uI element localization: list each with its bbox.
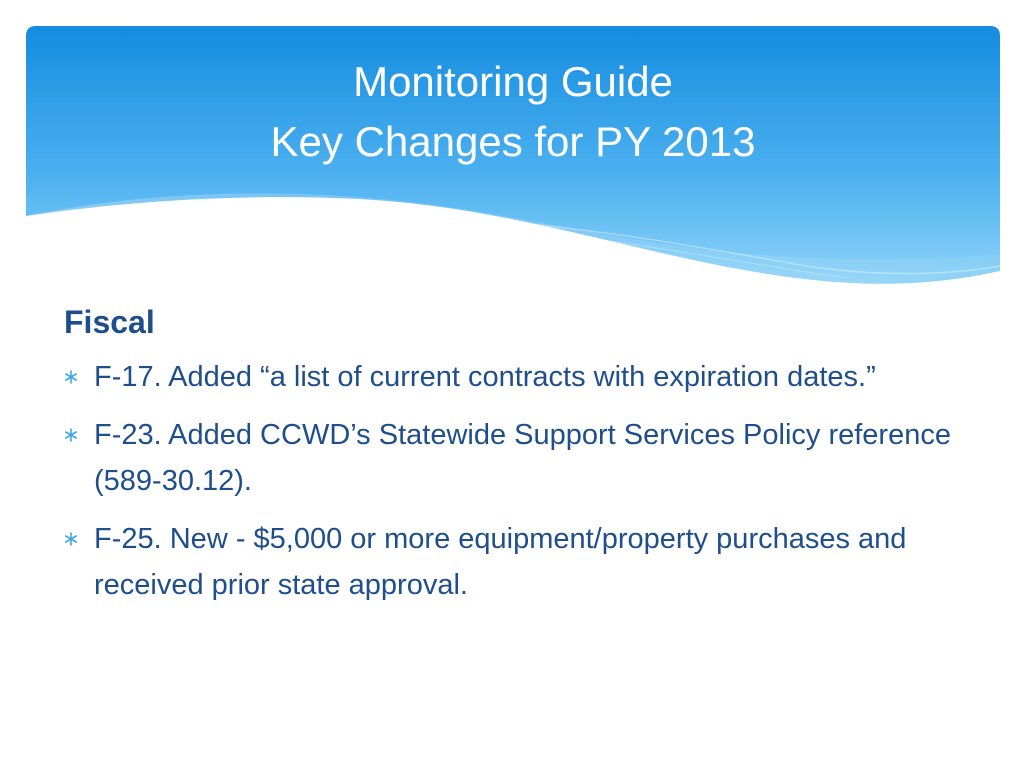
list-item (64, 516, 954, 608)
asterisk-icon (64, 370, 78, 384)
list-item (64, 354, 954, 400)
title-line-1: Monitoring Guide (353, 58, 673, 105)
asterisk-icon (64, 428, 78, 442)
bullet-text: F-23. Added CCWD’s Statewide Support Services Policy reference (589-30.12). (94, 419, 951, 497)
bullet-text: F-17. Added “a list of current contracts with expiration dates.” (94, 361, 876, 393)
bullet-list (64, 354, 954, 608)
list-item (64, 412, 954, 504)
slide-body (64, 300, 954, 620)
title-line-2: Key Changes for PY 2013 (270, 118, 756, 165)
bullet-text: F-25. New - $5,000 or more equipment/property purchases and received prior state approval. (94, 523, 907, 601)
asterisk-icon (64, 532, 78, 546)
slide-title (26, 52, 1000, 172)
section-heading: Fiscal (64, 304, 155, 340)
